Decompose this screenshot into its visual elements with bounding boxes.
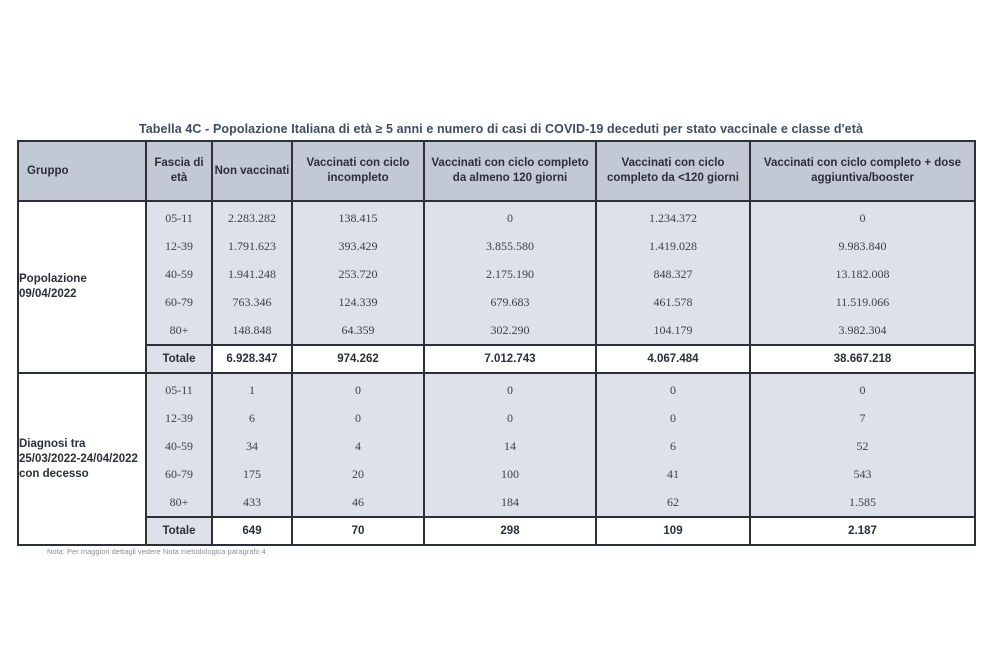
footnote: Nota: Per maggiori dettagli vedere Nota metodologica paragrafo 4 [47, 547, 266, 556]
value-cell: 3.982.304 [838, 323, 887, 337]
vaccination-deaths-table [17, 140, 976, 546]
value-cell: 763.346 [232, 295, 272, 309]
total-label: Totale [146, 517, 212, 545]
value-cell: 148.848 [232, 323, 272, 337]
total-row [18, 517, 975, 545]
value-cell: 0 [670, 411, 676, 425]
completo-lt120-column [596, 201, 750, 345]
header-non-vaccinati: Non vaccinati [212, 141, 292, 201]
value-cell: 41 [667, 467, 679, 481]
completo-120-column [424, 201, 596, 345]
table-title: Tabella 4C - Popolazione Italiana di età ≥ 5 anni e numero di casi di COVID-19 deceduti per stato vaccinale e classe d'età [138, 122, 864, 136]
header-booster: Vaccinati con ciclo completo + dose aggiuntiva/booster [750, 141, 975, 201]
value-cell: 124.339 [338, 295, 378, 309]
header-completo-lt120: Vaccinati con ciclo completo da <120 giorni [596, 141, 750, 201]
value-cell: 6 [249, 411, 255, 425]
age-cell: 40-59 [165, 439, 193, 453]
value-cell: 1.419.028 [649, 239, 697, 253]
group-row-popolazione [18, 201, 975, 345]
total-cell: 70 [292, 517, 424, 545]
header-fascia: Fascia di età [146, 141, 212, 201]
value-cell: 64.359 [341, 323, 375, 337]
value-cell: 543 [853, 467, 872, 481]
booster-column [750, 373, 975, 517]
value-cell: 1.791.623 [228, 239, 276, 253]
value-cell: 393.429 [338, 239, 378, 253]
non-vaccinati-column [212, 201, 292, 345]
header-incompleto: Vaccinati con ciclo incompleto [292, 141, 424, 201]
value-cell: 9.983.840 [838, 239, 887, 253]
completo-lt120-column [596, 373, 750, 517]
non-vaccinati-column [212, 373, 292, 517]
value-cell: 62 [667, 495, 679, 509]
value-cell: 175 [243, 467, 261, 481]
total-cell: 109 [596, 517, 750, 545]
age-cell: 12-39 [165, 411, 193, 425]
value-cell: 138.415 [338, 211, 378, 225]
value-cell: 11.519.066 [835, 295, 890, 309]
value-cell: 7 [859, 411, 866, 425]
value-cell: 0 [507, 411, 513, 425]
value-cell: 34 [246, 439, 258, 453]
header-gruppo: Gruppo [18, 141, 146, 201]
value-cell: 2.283.282 [228, 211, 276, 225]
total-cell: 2.187 [750, 517, 975, 545]
value-cell: 302.290 [490, 323, 530, 337]
booster-column [750, 201, 975, 345]
age-cell: 05-11 [165, 383, 193, 397]
value-cell: 20 [352, 467, 364, 481]
value-cell: 100 [501, 467, 519, 481]
header-completo-120: Vaccinati con ciclo completo da almeno 120 giorni [424, 141, 596, 201]
value-cell: 0 [507, 383, 513, 397]
age-cell: 60-79 [165, 295, 193, 309]
value-cell: 1.941.248 [228, 267, 276, 281]
age-cell: 60-79 [165, 467, 193, 481]
value-cell: 14 [504, 439, 516, 453]
total-row [18, 345, 975, 373]
value-cell: 13.182.008 [835, 267, 890, 281]
total-cell: 6.928.347 [212, 345, 292, 373]
incompleto-column [292, 201, 424, 345]
age-cell: 12-39 [165, 239, 193, 253]
value-cell: 0 [355, 383, 361, 397]
age-cell: 80+ [169, 323, 189, 337]
value-cell: 848.327 [653, 267, 693, 281]
age-column [146, 201, 212, 345]
age-column [146, 373, 212, 517]
group-label: Diagnosi tra 25/03/2022-24/04/2022 con decesso [18, 373, 146, 545]
total-cell: 649 [212, 517, 292, 545]
value-cell: 46 [352, 495, 364, 509]
group-row-diagnosi [18, 373, 975, 517]
value-cell: 4 [355, 439, 361, 453]
completo-120-column [424, 373, 596, 517]
value-cell: 184 [501, 495, 519, 509]
value-cell: 6 [670, 439, 676, 453]
header-row [18, 141, 975, 201]
value-cell: 0 [355, 411, 361, 425]
age-cell: 40-59 [165, 267, 193, 281]
value-cell: 433 [243, 495, 261, 509]
value-cell: 2.175.190 [486, 267, 534, 281]
age-cell: 80+ [169, 495, 189, 509]
group-label: Popolazione 09/04/2022 [18, 201, 146, 373]
value-cell: 679.683 [490, 295, 530, 309]
value-cell: 1 [249, 383, 255, 397]
total-cell: 38.667.218 [750, 345, 975, 373]
value-cell: 461.578 [653, 295, 693, 309]
value-cell: 52 [856, 439, 869, 453]
age-cell: 05-11 [165, 211, 193, 225]
value-cell: 0 [859, 383, 866, 397]
total-cell: 974.262 [292, 345, 424, 373]
total-cell: 4.067.484 [596, 345, 750, 373]
value-cell: 1.234.372 [649, 211, 697, 225]
value-cell: 104.179 [653, 323, 693, 337]
value-cell: 0 [859, 211, 866, 225]
value-cell: 253.720 [338, 267, 378, 281]
value-cell: 0 [670, 383, 676, 397]
value-cell: 1.585 [849, 495, 876, 509]
value-cell: 0 [507, 211, 513, 225]
value-cell: 3.855.580 [486, 239, 534, 253]
total-cell: 7.012.743 [424, 345, 596, 373]
incompleto-column [292, 373, 424, 517]
total-label: Totale [146, 345, 212, 373]
total-cell: 298 [424, 517, 596, 545]
